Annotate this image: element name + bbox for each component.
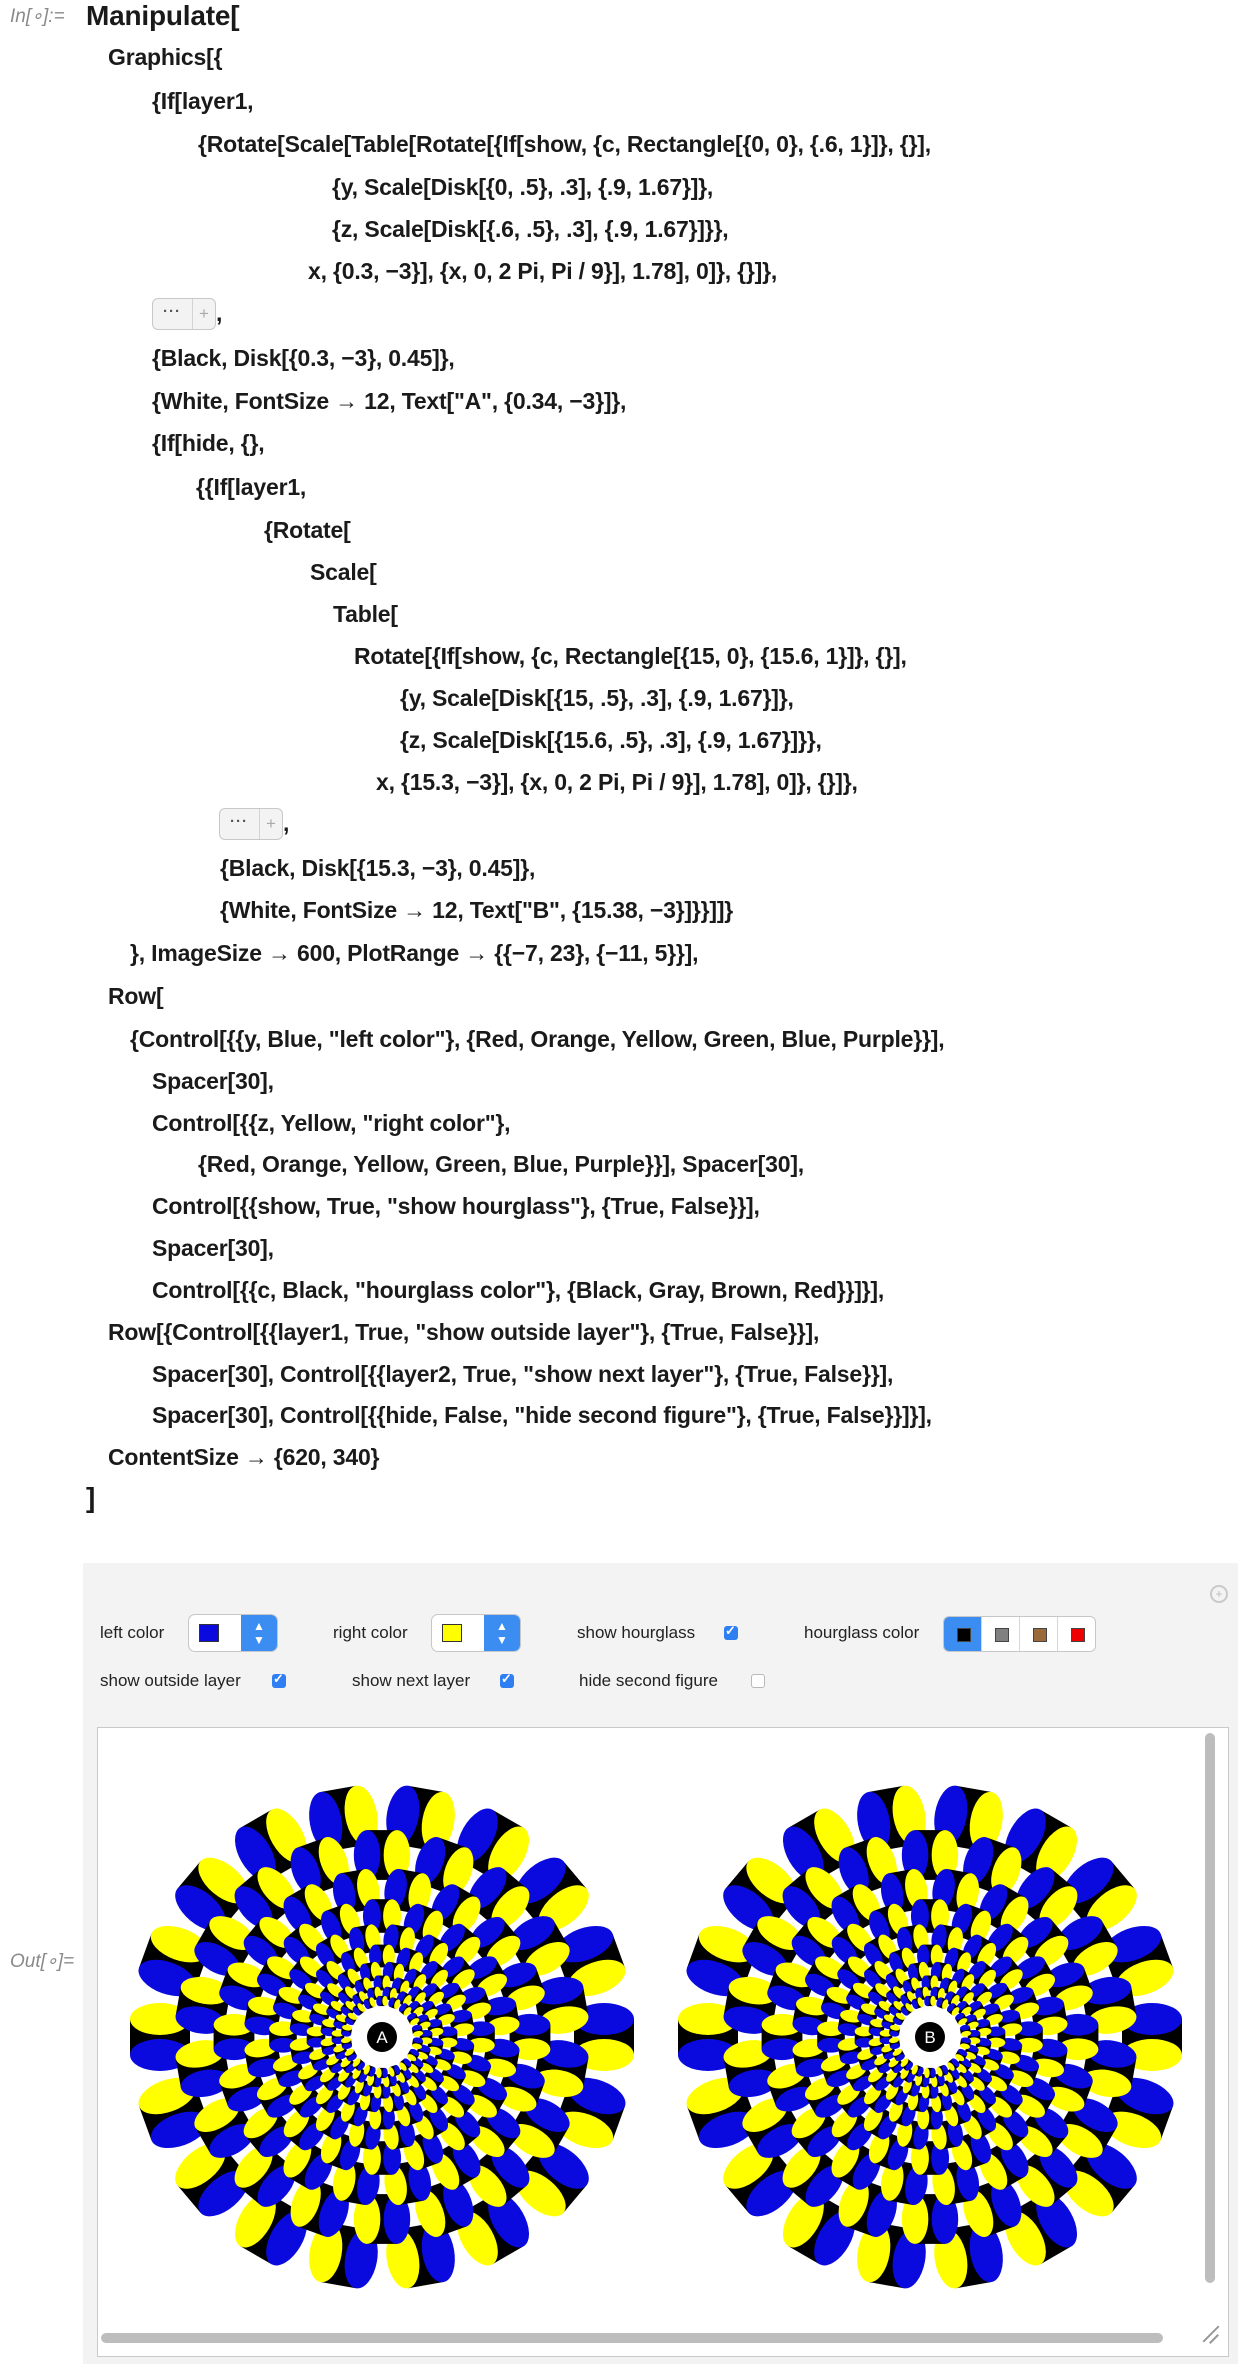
- code-line: {y, Scale[Disk[{15, .5}, .3], {.9, 1.67}]},: [400, 685, 794, 711]
- vertical-scrollbar[interactable]: [1205, 1733, 1215, 2283]
- left-color-ellipse: [924, 1996, 929, 2006]
- left-color-ellipse: [382, 2068, 387, 2078]
- code-line: {Rotate[: [264, 517, 351, 543]
- snake-segment: [924, 1996, 936, 2006]
- ellipsis-expand-button[interactable]: [219, 808, 283, 840]
- code-line: Spacer[30],: [152, 1235, 274, 1261]
- code-line: ContentSize → {620, 340}: [108, 1444, 380, 1470]
- snake-segment: [924, 2068, 936, 2078]
- code-line: {Black, Disk[{15.3, −3}, 0.45]},: [220, 855, 536, 881]
- left-color-swatch: [199, 1624, 219, 1642]
- left-color-label: left color: [100, 1623, 165, 1642]
- hourglass-color-option[interactable]: [982, 1617, 1020, 1651]
- center-label: A: [376, 2028, 388, 2047]
- hide-second-figure-label: hide second figure: [579, 1671, 718, 1690]
- right-color-ellipse: [376, 2068, 381, 2078]
- right-color-ellipse: [930, 1996, 935, 2006]
- code-line: ]: [86, 1482, 96, 1513]
- plus-icon: +: [259, 809, 282, 839]
- code-line: {White, FontSize → 12, Text["B", {15.38, −3}]}}]]}: [220, 897, 734, 923]
- left-color-ellipse: [930, 2068, 935, 2078]
- code-line: {Rotate[Scale[Table[Rotate[{If[show, {c, Rectangle[{0, 0}, {.6, 1}]}, {}],: [198, 131, 931, 157]
- code-line: {{If[layer1,: [196, 474, 307, 500]
- code-line: {y, Scale[Disk[{0, .5}, .3], {.9, 1.67}]},: [332, 174, 714, 200]
- left-color-picker[interactable]: [188, 1614, 278, 1652]
- right-color-label: right color: [333, 1623, 408, 1642]
- code-line: Scale[: [310, 559, 377, 585]
- code-line: Control[{{z, Yellow, "right color"},: [152, 1110, 511, 1136]
- code-line: Spacer[30],: [152, 1068, 274, 1094]
- show-hourglass-checkbox[interactable]: [724, 1626, 738, 1640]
- code-line: {Red, Orange, Yellow, Green, Blue, Purple}}], Spacer[30],: [198, 1151, 804, 1177]
- show-outside-layer-checkbox[interactable]: [272, 1674, 286, 1688]
- hide-second-figure-checkbox[interactable]: [751, 1674, 765, 1688]
- code-line: ,: [283, 810, 290, 836]
- color-swatch: [1033, 1628, 1047, 1642]
- code-line: Manipulate[: [86, 0, 240, 31]
- right-color-swatch: [442, 1624, 462, 1642]
- code-line: Row[{Control[{{layer1, True, "show outside layer"}, {True, False}}],: [108, 1319, 820, 1345]
- code-line: Control[{{c, Black, "hourglass color"}, {Black, Gray, Brown, Red}}]}],: [152, 1277, 885, 1303]
- code-line: ,: [216, 300, 223, 326]
- show-next-layer-checkbox[interactable]: [500, 1674, 514, 1688]
- code-line: Control[{{show, True, "show hourglass"}, {True, False}}],: [152, 1193, 760, 1219]
- ellipsis-icon: ···: [230, 813, 248, 830]
- code-line: {z, Scale[Disk[{.6, .5}, .3], {.9, 1.67}]}},: [332, 216, 729, 242]
- code-line: {If[layer1,: [152, 88, 254, 114]
- code-line: Table[: [333, 601, 398, 627]
- ellipsis-expand-button[interactable]: [152, 298, 216, 330]
- resize-handle-icon[interactable]: [1196, 2321, 1224, 2349]
- right-color-ellipse: [382, 1996, 387, 2006]
- code-line: {Control[{{y, Blue, "left color"}, {Red, Orange, Yellow, Green, Blue, Purple}}],: [130, 1026, 945, 1052]
- graphics-canvas: [98, 1728, 1198, 2328]
- plus-icon: +: [192, 299, 215, 329]
- snake-segment: [376, 2068, 388, 2078]
- output-label: Out[∘]=: [10, 1951, 75, 1972]
- show-outside-layer-label: show outside layer: [100, 1671, 241, 1690]
- left-color-ellipse: [376, 1996, 381, 2006]
- center-label: B: [924, 2028, 936, 2047]
- code-line: x, {15.3, −3}], {x, 0, 2 Pi, Pi / 9}], 1.78], 0]}, {}]},: [376, 769, 858, 795]
- input-label: In[∘]:=: [10, 6, 65, 27]
- show-next-layer-label: show next layer: [352, 1671, 471, 1690]
- color-swatch: [957, 1628, 971, 1642]
- code-line: Spacer[30], Control[{{layer2, True, "show next layer"}, {True, False}}],: [152, 1361, 894, 1387]
- chevron-updown-icon: ▲ ▼: [484, 1615, 520, 1651]
- illusion-figure-a: [130, 1783, 634, 2291]
- code-line: Graphics[{: [108, 44, 223, 70]
- illusion-figure-b: [678, 1783, 1182, 2291]
- code-line: Rotate[{If[show, {c, Rectangle[{15, 0}, {15.6, 1}]}, {}],: [354, 643, 907, 669]
- color-swatch: [1071, 1628, 1085, 1642]
- horizontal-scrollbar[interactable]: [101, 2333, 1163, 2343]
- hourglass-color-option[interactable]: [1020, 1617, 1058, 1651]
- right-color-picker[interactable]: [431, 1614, 521, 1652]
- ellipsis-icon: ···: [163, 303, 181, 320]
- options-plus-icon[interactable]: +: [1210, 1585, 1228, 1603]
- code-line: {z, Scale[Disk[{15.6, .5}, .3], {.9, 1.67}]}},: [400, 727, 822, 753]
- snake-segment: [376, 1996, 388, 2006]
- hourglass-color-setter[interactable]: [943, 1616, 1096, 1652]
- show-hourglass-label: show hourglass: [577, 1623, 696, 1642]
- code-line: }, ImageSize → 600, PlotRange → {{−7, 23}, {−11, 5}}],: [130, 940, 699, 966]
- code-line: {Black, Disk[{0.3, −3}, 0.45]},: [152, 345, 455, 371]
- code-line: {If[hide, {},: [152, 430, 265, 456]
- hourglass-color-option[interactable]: [944, 1617, 982, 1651]
- chevron-updown-icon: ▲ ▼: [241, 1615, 277, 1651]
- code-line: x, {0.3, −3}], {x, 0, 2 Pi, Pi / 9}], 1.78], 0]}, {}]},: [308, 258, 778, 284]
- hourglass-color-label: hourglass color: [804, 1623, 920, 1642]
- code-line: {White, FontSize → 12, Text["A", {0.34, −3}]},: [152, 388, 627, 414]
- code-line: Spacer[30], Control[{{hide, False, "hide second figure"}, {True, False}}]}],: [152, 1402, 932, 1428]
- hourglass-color-option[interactable]: [1058, 1617, 1095, 1651]
- code-line: Row[: [108, 983, 164, 1009]
- color-swatch: [995, 1628, 1009, 1642]
- right-color-ellipse: [924, 2068, 929, 2078]
